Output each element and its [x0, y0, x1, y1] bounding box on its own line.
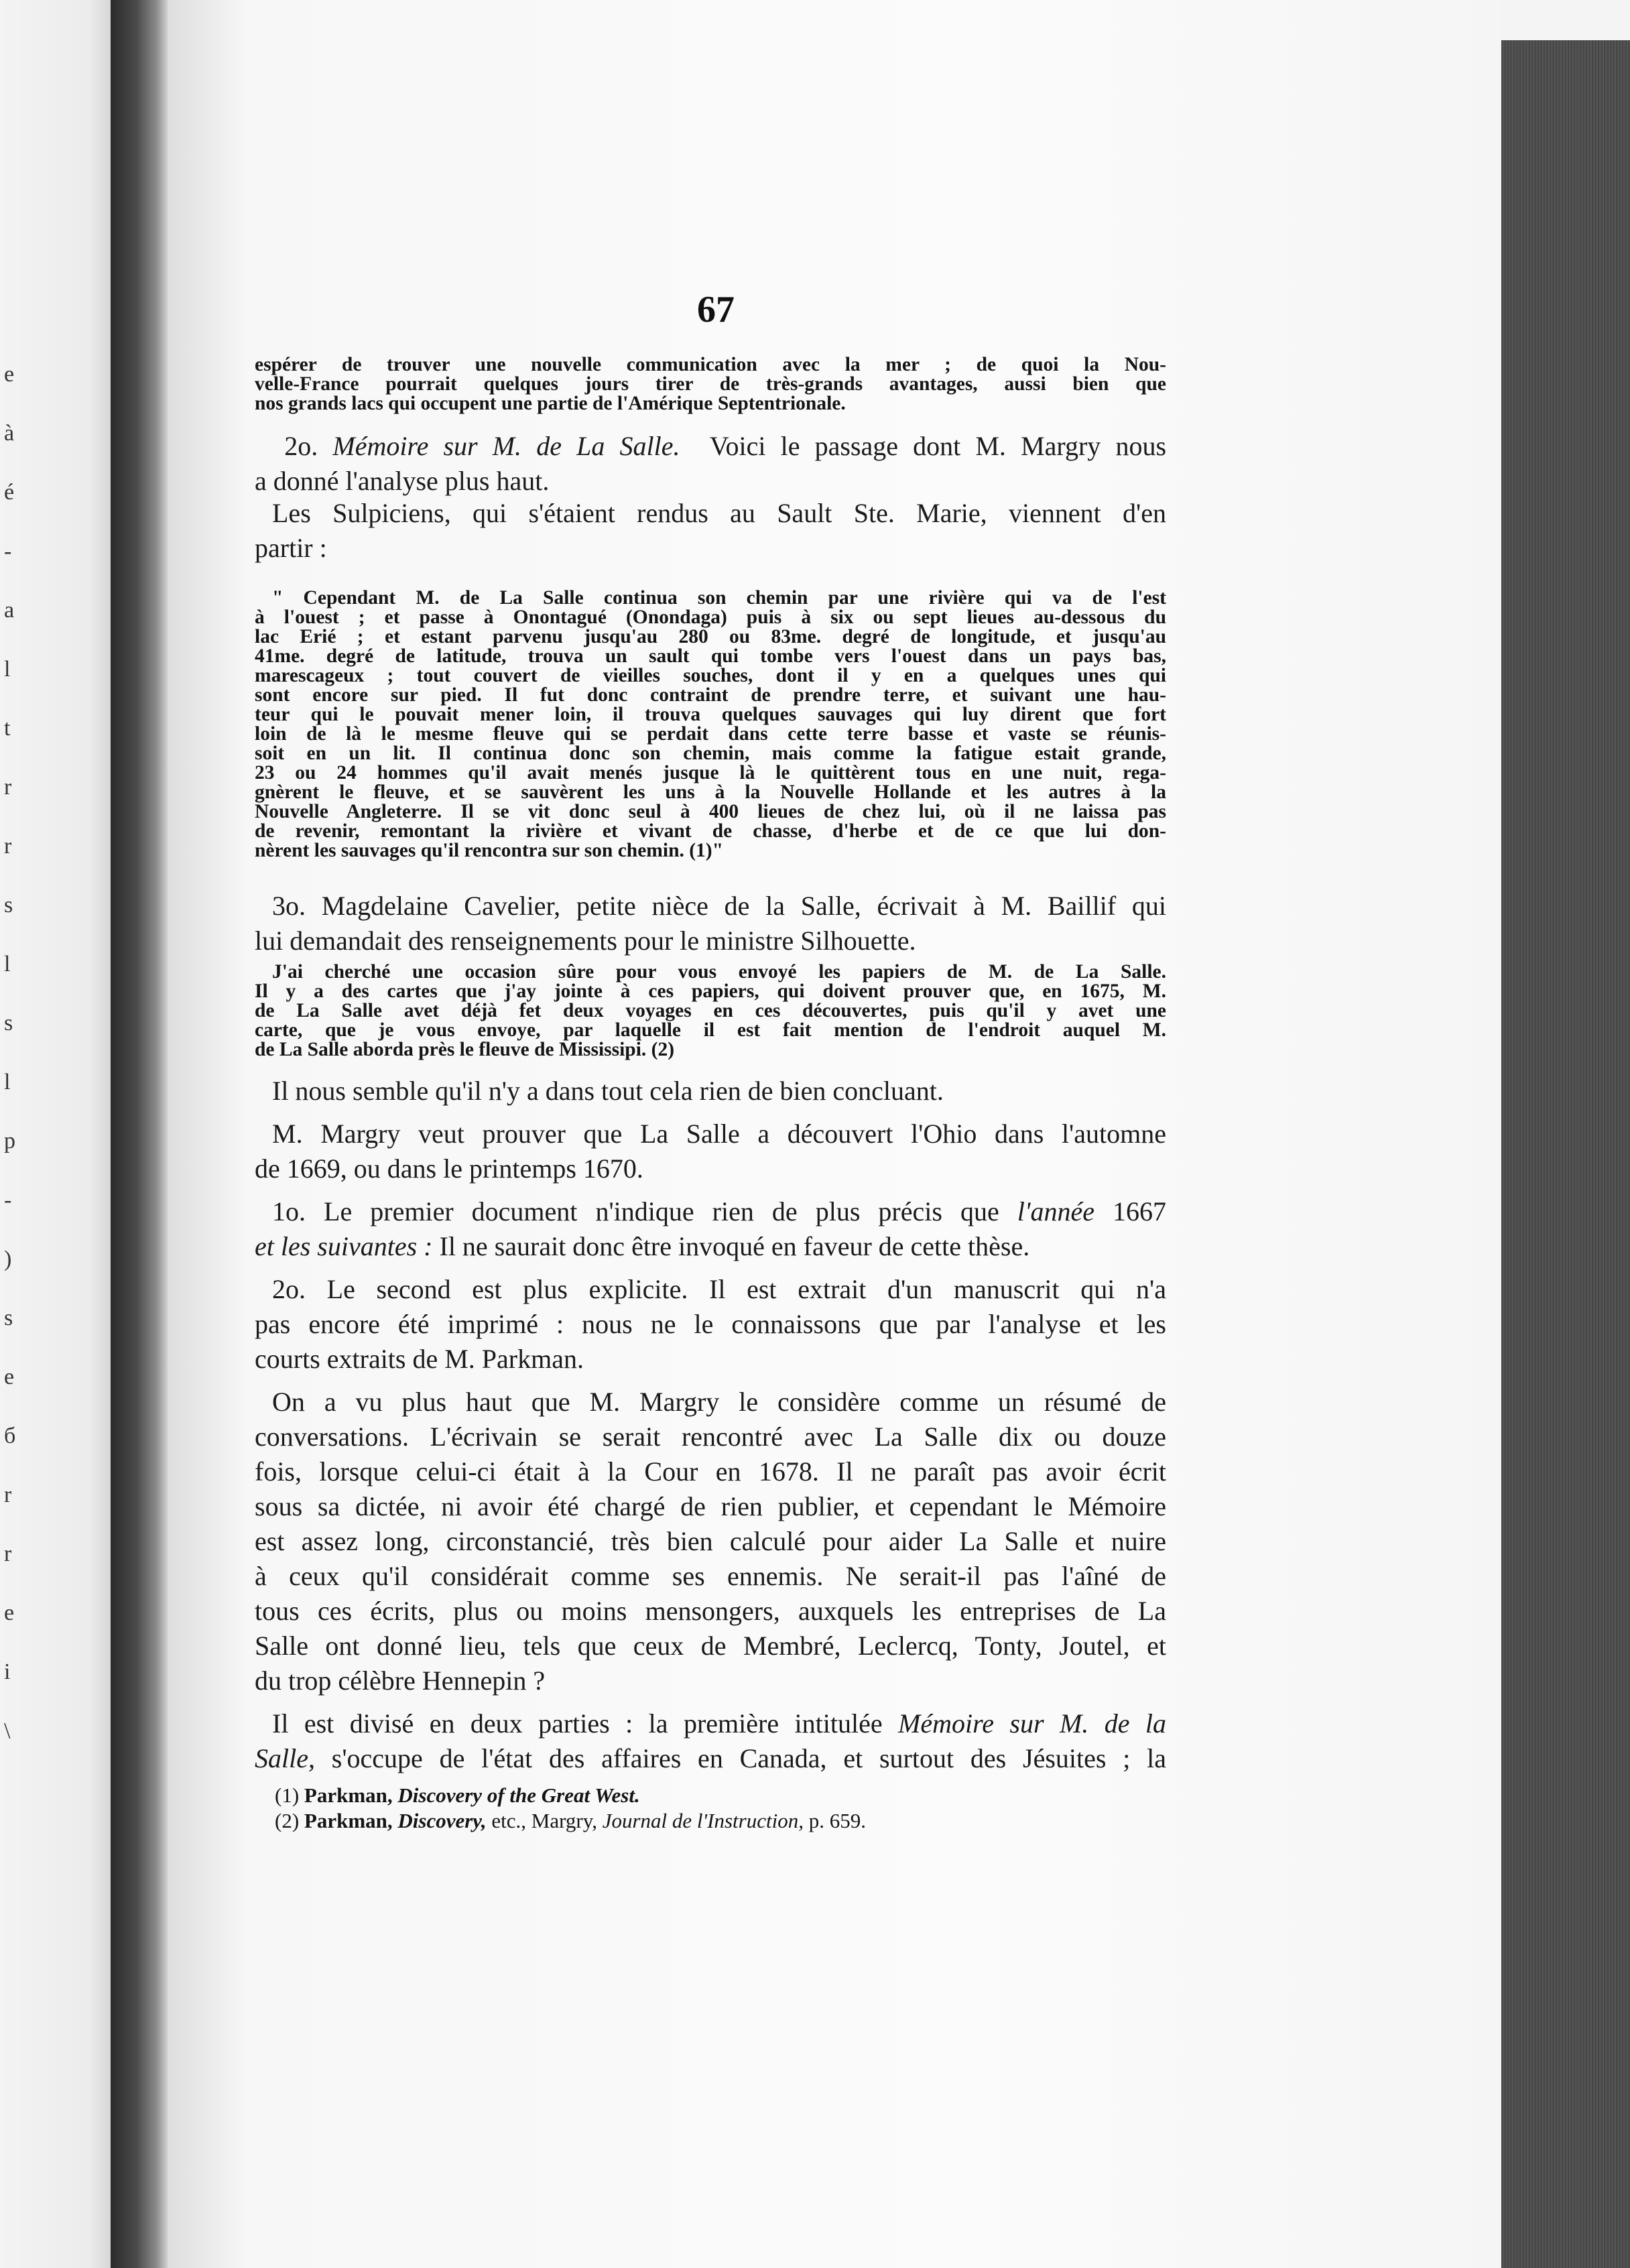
quote-line: " Cependant M. de La Salle continua son chemin par une rivière qui va de l'est: [272, 587, 1166, 609]
text-line: [255, 1385, 1166, 1420]
quote-line: sont encore sur pied. Il fut donc contraint de prendre terre, et suivant une hau-: [255, 684, 1166, 706]
italic-text: Mémoire sur M. de la: [898, 1708, 1167, 1739]
facing-page-fragment: l: [4, 952, 11, 976]
quote-line: J'ai cherché une occasion sûre pour vous envoyé les papiers de M. de La Salle.: [272, 961, 1166, 983]
footnote-text: etc., Margry,: [486, 1809, 603, 1832]
quote-line: soit en un lit. Il continua donc son chemin, mais comme la fatigue estait grande,: [255, 743, 1166, 764]
facing-page-fragment: i: [4, 1659, 11, 1684]
text-line: [255, 1663, 1166, 1698]
quote-cavelier-letter: [255, 962, 1166, 1060]
opening-line: nos grands lacs qui occupent une partie de l'Amérique Septentrionale.: [255, 393, 846, 414]
footnote-number: (2): [275, 1809, 304, 1832]
footnote-item: [255, 1783, 1166, 1808]
quote-parkman: [255, 588, 1166, 861]
book-gutter: [111, 0, 168, 2268]
line-text: 1o. Le premier document n'indique rien de plus précis que: [272, 1196, 999, 1226]
quote-line: Nouvelle Angleterre. Il se vit donc seul à 400 lieues de chez lui, où il ne laissa pas: [255, 801, 1166, 822]
line-text: sous sa dictée, ni avoir été chargé de rien publier, et cependant le Mémoire: [255, 1491, 1166, 1521]
line-text: du trop célèbre Hennepin ?: [255, 1665, 546, 1696]
facing-page-fragment: -: [4, 539, 12, 564]
line-text: s'occupe de l'état des affaires en Canada, et surtout des Jésuites ; la: [314, 1743, 1166, 1773]
quote-line: gnèrent le fleuve, et se sauvèrent les uns à la Nouvelle Hollande et les autres à la: [255, 781, 1166, 803]
section-3o-line: 3o. Magdelaine Cavelier, petite nièce de la Salle, écrivait à M. Baillif qui: [272, 891, 1166, 921]
italic-text: et les suivantes :: [255, 1231, 433, 1261]
text-line: [255, 1342, 1166, 1377]
text-line: [255, 1074, 1166, 1109]
line-text: tous ces écrits, plus ou moins mensongers, auxquels les entreprises de La: [255, 1596, 1166, 1626]
text-line: [255, 1151, 1166, 1186]
facing-page-fragment: t: [4, 716, 11, 741]
text-line: [255, 1194, 1166, 1229]
quote-line: lac Erié ; et estant parvenu jusqu'au 280 ou 83me. degré de longitude, et jusqu'au: [255, 626, 1166, 647]
text-line: [255, 1594, 1166, 1629]
line-text: à ceux qu'il considérait comme ses ennemis. Ne serait-il pas l'aîné de: [255, 1561, 1166, 1591]
facing-page-fragment: l: [4, 657, 11, 682]
section-2o-paragraph: [255, 429, 1166, 499]
text-line: [255, 1307, 1166, 1342]
book-page-edges: [1501, 40, 1630, 2268]
quote-line: 23 ou 24 hommes qu'il avait menés jusque là le quittèrent tous en une nuit, rega-: [255, 762, 1166, 783]
footnote-text: p. 659.: [803, 1809, 866, 1832]
line-text: M. Margry veut prouver que La Salle a découvert l'Ohio dans l'automne: [272, 1119, 1166, 1149]
line-text: courts extraits de M. Parkman.: [255, 1344, 584, 1374]
italic-text: Salle,: [255, 1743, 315, 1773]
line-text: Il nous semble qu'il n'y a dans tout cela rien de bien concluant.: [272, 1076, 944, 1106]
footnote-item: [255, 1808, 1166, 1834]
right-margin-top: [1501, 0, 1630, 40]
section-label: 2o.: [284, 431, 318, 461]
facing-page-fragment: r: [4, 775, 12, 800]
main-text: [255, 1074, 1166, 1776]
text-line: [255, 1559, 1166, 1594]
facing-page-fragment: l: [4, 1070, 11, 1094]
facing-page-fragment: e: [4, 1600, 15, 1625]
quote-line: carte, que je vous envoye, par laquelle il est fait mention de l'endroit auquel M.: [255, 1019, 1166, 1041]
quote-line: de La Salle aborda près le fleuve de Mississipi. (2): [255, 1039, 675, 1060]
line-text: 2o. Le second est plus explicite. Il est extrait d'un manuscrit qui n'a: [272, 1274, 1166, 1304]
section-title: Mémoire sur M. de La Salle.: [332, 431, 680, 461]
facing-page-fragment: e: [4, 362, 15, 387]
footnotes: [255, 1783, 1166, 1834]
line-text: pas encore été imprimé : nous ne le connaissons que par l'analyse et les: [255, 1309, 1166, 1339]
quote-line: de revenir, remontant la rivière et vivant de chasse, d'herbe et de ce que lui don-: [255, 820, 1166, 842]
quote-line: à l'ouest ; et passe à Onontagué (Onondaga) puis à six ou sept lieues au-dessous du: [255, 607, 1166, 628]
text-line: [255, 1420, 1166, 1454]
text-line: [255, 1706, 1166, 1741]
opening-paragraph: [255, 355, 1166, 414]
facing-page-fragment: s: [4, 1011, 13, 1035]
section-3o-paragraph: [255, 889, 1166, 958]
line-text: On a vu plus haut que M. Margry le considère comme un résumé de: [272, 1387, 1166, 1417]
footnote-number: (1): [275, 1783, 304, 1807]
line-text: Il est divisé en deux parties : la première intitulée: [272, 1708, 883, 1739]
footnote-author: Parkman,: [304, 1783, 398, 1807]
facing-page-fragment: \: [4, 1718, 11, 1743]
facing-page-fragment: à: [4, 421, 15, 446]
footnote-work: Discovery of the Great West.: [397, 1783, 640, 1807]
facing-page-fragment: ): [4, 1247, 12, 1271]
quote-line: de La Salle avet déjà fet deux voyages en ces découvertes, puis qu'il y avet une: [255, 1000, 1166, 1021]
facing-page-edge: [0, 0, 111, 2268]
text-line: [255, 1524, 1166, 1559]
quote-line: nèrent les sauvages qu'il rencontra sur son chemin. (1)": [255, 840, 723, 861]
opening-line: velle-France pourrait quelques jours tirer de très-grands avantages, aussi bien que: [255, 373, 1166, 395]
opening-line: espérer de trouver une nouvelle communication avec la mer ; de quoi la Nou-: [255, 354, 1166, 375]
footnote-author: Parkman,: [304, 1809, 398, 1832]
section-3o-line: lui demandait des renseignements pour le ministre Silhouette.: [255, 926, 916, 956]
facing-page-fragment: é: [4, 480, 15, 505]
text-line: [255, 1272, 1166, 1307]
quote-line: loin de là le mesme fleuve qui se perdait dans cette terre basse et vaste se réunis-: [255, 723, 1166, 745]
quote-line: marescageux ; tout couvert de vieilles souches, dont il y en a quelques unes qui: [255, 665, 1166, 686]
quote-line: teur qui le pouvait mener loin, il trouva quelques sauvages qui luy dirent que fort: [255, 704, 1166, 725]
facing-page-fragment: r: [4, 1541, 12, 1566]
footnote-work: Discovery,: [397, 1809, 487, 1832]
facing-page-fragment: r: [4, 1483, 12, 1507]
text-line: [255, 1454, 1166, 1489]
facing-page-fragment: p: [4, 1129, 15, 1153]
line-text: conversations. L'écrivain se serait rencontré avec La Salle dix ou douze: [255, 1422, 1166, 1452]
italic-text: l'année: [1017, 1196, 1094, 1226]
line-text: 1667: [1094, 1196, 1167, 1226]
sulpiciens-paragraph: [255, 496, 1166, 566]
section-2o-line-1: [255, 429, 1166, 464]
line-text: Salle ont donné lieu, tels que ceux de Membré, Leclercq, Tonty, Joutel, et: [255, 1631, 1166, 1661]
text-line: [255, 1629, 1166, 1663]
sulpiciens-line: Les Sulpiciens, qui s'étaient rendus au Sault Ste. Marie, viennent d'en: [272, 498, 1166, 528]
line-text: de 1669, ou dans le printemps 1670.: [255, 1153, 643, 1184]
line-text: Il ne saurait donc être invoqué en faveur de cette thèse.: [432, 1231, 1030, 1261]
page-number: 67: [697, 289, 735, 330]
text-line: [255, 1489, 1166, 1524]
facing-page-fragment: s: [4, 893, 13, 918]
text-line: [255, 1117, 1166, 1151]
sulpiciens-line: partir :: [255, 533, 327, 563]
text-line: [255, 1229, 1166, 1264]
quote-line: 41me. degré de latitude, trouva un sault qui tombe vers l'ouest dans un pays bas,: [255, 645, 1166, 667]
facing-page-fragment: a: [4, 598, 15, 623]
quote-line: Il y a des cartes que j'ay jointe à ces papiers, qui doivent prouver que, en 1675, M.: [255, 981, 1166, 1002]
line-text: est assez long, circonstancié, très bien calculé pour aider La Salle et nuire: [255, 1526, 1166, 1556]
footnote-work: Journal de l'Instruction,: [602, 1809, 804, 1832]
facing-page-fragment: -: [4, 1188, 12, 1212]
text-line: [255, 1741, 1166, 1776]
facing-page-fragment: e: [4, 1365, 15, 1389]
facing-page-fragment: s: [4, 1306, 13, 1330]
line-text: fois, lorsque celui-ci était à la Cour en 1678. Il ne paraît pas avoir écrit: [255, 1456, 1166, 1487]
section-2o-text: Voici le passage dont M. Margry nous: [709, 431, 1167, 461]
section-2o-line-2: a donné l'analyse plus haut.: [255, 466, 550, 496]
facing-page-fragment: б: [4, 1424, 16, 1448]
facing-page-fragment: r: [4, 834, 12, 859]
